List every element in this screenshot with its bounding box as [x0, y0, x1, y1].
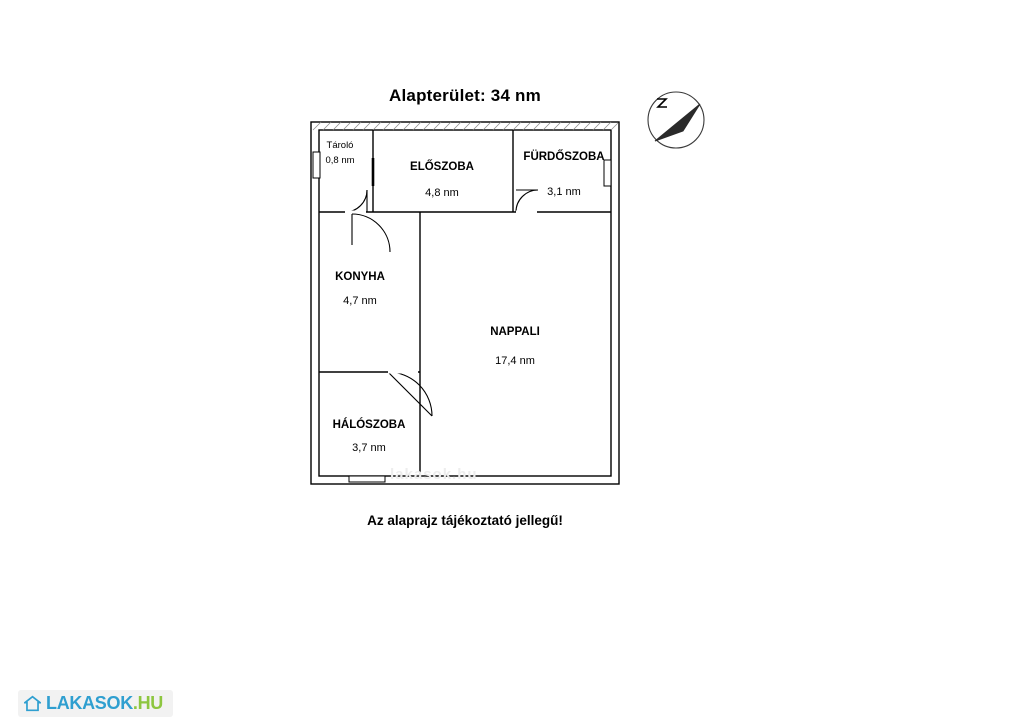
logo-text-main: LAKASOK — [46, 693, 133, 713]
room-area-eloszoba: 4,8 nm — [425, 187, 459, 199]
room-label-furdoszoba: FÜRDŐSZOBA — [523, 151, 605, 163]
page-title: Alapterület: 34 nm — [389, 86, 541, 105]
plan-watermark: lakasok.hu — [390, 466, 478, 483]
disclaimer-note: Az alaprajz tájékoztató jellegű! — [367, 513, 563, 528]
room-area-furdoszoba: 3,1 nm — [547, 186, 581, 198]
logo-text — [46, 693, 163, 714]
windows — [313, 152, 611, 482]
site-logo[interactable] — [18, 690, 173, 717]
room-area-tarolo: 0,8 nm — [325, 155, 355, 166]
room-area-nappali: 17,4 nm — [495, 355, 535, 367]
logo-text-suffix: .HU — [132, 693, 164, 713]
room-label-konyha: KONYHA — [335, 271, 385, 283]
house-icon — [24, 695, 41, 712]
room-area-konyha: 4,7 nm — [343, 295, 377, 307]
room-label-nappali: NAPPALI — [490, 326, 540, 338]
north-compass-icon — [648, 92, 704, 148]
room-label-eloszoba: ELŐSZOBA — [410, 161, 474, 173]
room-area-haloszoba: 3,7 nm — [352, 442, 386, 454]
room-label-tarolo: Tároló — [326, 140, 354, 151]
room-label-haloszoba: HÁLÓSZOBA — [332, 419, 406, 431]
